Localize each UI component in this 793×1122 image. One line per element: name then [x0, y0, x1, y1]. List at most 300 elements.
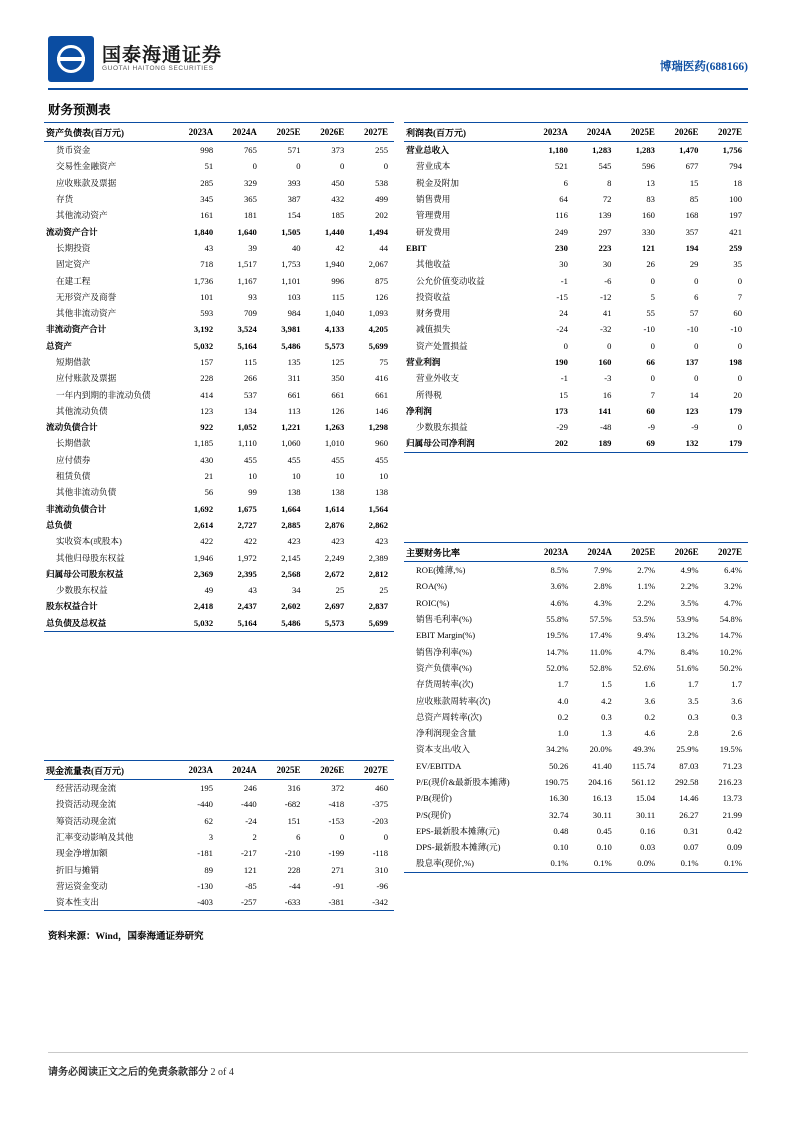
row-value: 0.07 [683, 842, 699, 853]
row-value: 596 [642, 161, 655, 172]
row-value: 1,640 [237, 226, 257, 237]
row-value: 10 [379, 471, 388, 482]
row-value: 0.3 [687, 711, 699, 722]
table-row [44, 501, 394, 517]
row-value: 14 [689, 389, 699, 400]
row-value: 49 [204, 585, 214, 596]
table-row [44, 354, 394, 370]
row-value: 2,418 [193, 601, 214, 612]
row-value: -199 [328, 848, 345, 859]
row-value: 123 [200, 405, 214, 416]
row-label: 总资产 [46, 340, 72, 351]
brand-logo [48, 36, 222, 82]
row-label: 总负债及总权益 [44, 615, 175, 632]
row-label: 总负债 [46, 519, 72, 530]
table-row [44, 549, 394, 565]
row-value: 0.45 [596, 825, 612, 836]
row-value: 121 [642, 242, 655, 253]
row-value: 138 [287, 487, 301, 498]
row-value: 1,263 [324, 422, 345, 433]
table-row [404, 175, 748, 191]
row-value: 8.5% [550, 565, 569, 576]
row-value: 161 [200, 210, 214, 221]
row-label: 短期借款 [56, 357, 91, 367]
row-value: 7 [737, 291, 742, 302]
row-value: 0.1% [661, 855, 704, 872]
table-row [404, 403, 748, 419]
table-header-row [44, 123, 394, 142]
row-value: 189 [574, 435, 618, 452]
row-value: 2,885 [281, 519, 301, 530]
row-value: -9 [691, 422, 699, 433]
row-value: 93 [248, 291, 257, 302]
table-row [404, 595, 748, 611]
row-value: 20.0% [589, 744, 612, 755]
row-label: 税金及附加 [416, 177, 459, 188]
row-value: 0.10 [553, 842, 569, 853]
row-value: 537 [243, 389, 257, 400]
row-value: 121 [243, 864, 257, 875]
row-label: 存货周转率(次) [416, 679, 474, 690]
cash-flow-title: 现金流量表(百万元) [44, 761, 175, 780]
row-value: 204.16 [588, 777, 612, 787]
row-value: 17.4% [589, 630, 612, 641]
row-value: 960 [375, 438, 388, 449]
row-value: 4.6% [550, 597, 569, 608]
row-label: 资产负债率(%) [416, 662, 472, 673]
table-row [44, 386, 394, 402]
row-label: 管理费用 [416, 210, 451, 221]
row-value: 113 [287, 405, 301, 416]
row-value: 13.73 [722, 793, 742, 804]
row-label: 总资产周转率(次) [416, 711, 482, 722]
row-value: 330 [642, 226, 655, 237]
row-value: 661 [287, 389, 301, 400]
row-value: 15 [689, 177, 699, 188]
row-value: 1,221 [281, 422, 301, 433]
row-label: 非流动负债合计 [46, 503, 107, 514]
row-value: 10 [291, 471, 301, 482]
logo-name-cn: 国泰海通证券 [102, 44, 223, 66]
table-row [44, 321, 394, 337]
row-label: 流动负债合计 [46, 422, 98, 433]
row-value: 10.2% [719, 646, 742, 657]
row-label: 销售净利率(%) [416, 646, 472, 657]
table-row [404, 676, 748, 692]
row-value: 1,052 [237, 422, 257, 433]
row-value: 1,505 [281, 226, 301, 237]
table-row [44, 158, 394, 174]
row-value: 718 [200, 259, 214, 270]
table-row [404, 758, 748, 774]
row-value: 1,010 [324, 438, 345, 449]
row-value: 432 [331, 194, 345, 205]
row-value: 126 [331, 405, 345, 416]
row-value: 6 [563, 177, 568, 188]
row-value: 57 [689, 308, 699, 319]
row-value: 1,972 [237, 552, 257, 563]
row-value: 16.13 [592, 793, 612, 804]
key-ratios-table [404, 542, 748, 873]
table-row [44, 338, 394, 354]
row-value: -153 [328, 815, 345, 826]
row-value: 499 [375, 194, 388, 205]
column-header: 2025E [618, 543, 661, 562]
column-header: 2027E [350, 123, 394, 142]
table-row [44, 582, 394, 598]
row-value: 455 [331, 454, 345, 465]
row-value: 4.7% [724, 597, 742, 608]
row-value: 11.0% [589, 646, 612, 657]
row-value: 26.27 [679, 809, 699, 820]
row-value: 30 [559, 259, 568, 270]
row-value: 50.2% [719, 662, 742, 673]
table-row [44, 861, 394, 877]
row-value: 29 [689, 259, 699, 270]
row-value: 10 [335, 471, 345, 482]
row-value: 5,032 [193, 340, 214, 351]
row-value: 49.3% [633, 744, 656, 755]
column-header: 2026E [306, 761, 350, 780]
row-label: 其他流动资产 [56, 210, 108, 221]
row-value: 593 [200, 308, 214, 319]
row-value: 329 [243, 177, 257, 188]
row-value: 14.7% [719, 630, 742, 641]
row-value: 311 [287, 373, 301, 384]
row-value: 51.6% [676, 662, 699, 673]
row-value: 2,568 [281, 568, 301, 579]
row-value: 138 [331, 487, 345, 498]
row-value: 35 [733, 259, 742, 270]
row-label: 交易性金融资产 [56, 161, 117, 172]
row-value: 271 [331, 864, 345, 875]
row-value: 89 [204, 864, 213, 875]
column-header: 2025E [617, 123, 661, 142]
row-label: 其他流动负债 [56, 405, 108, 416]
row-label: 净利润 [406, 405, 432, 416]
row-value: -403 [175, 894, 219, 911]
row-value: 5,699 [350, 615, 394, 632]
row-value: 138 [375, 487, 388, 498]
row-value: 3.5% [680, 597, 699, 608]
row-value: 677 [685, 161, 699, 172]
row-value: 1,185 [193, 438, 214, 449]
row-value: 223 [598, 242, 612, 253]
table-row [44, 484, 394, 500]
row-value: -48 [599, 422, 612, 433]
row-value: 52.0% [546, 662, 569, 673]
row-label: ROA(%) [416, 581, 448, 592]
row-value: 709 [243, 308, 257, 319]
table-row [404, 386, 748, 402]
row-value: -418 [328, 799, 345, 810]
row-label: 其他非流动负债 [56, 487, 117, 498]
row-value: 0 [383, 832, 388, 843]
logo-name-en: GUOTAI HAITONG SECURITIES [102, 64, 214, 72]
table-row [44, 533, 394, 549]
row-value: 387 [287, 194, 301, 205]
row-value: 0.10 [596, 842, 612, 853]
table-row [404, 435, 748, 452]
row-value: 0 [737, 275, 742, 286]
row-value: 357 [685, 226, 699, 237]
row-value: 1.3 [601, 728, 612, 739]
row-value: 185 [331, 210, 345, 221]
table-row [404, 774, 748, 790]
row-value: 4.2 [601, 695, 612, 706]
row-value: 423 [331, 536, 345, 547]
row-value: 24 [559, 308, 568, 319]
row-value: 134 [243, 405, 257, 416]
row-label: 现金净增加额 [56, 848, 108, 859]
table-row [404, 692, 748, 708]
row-label: ROE(摊薄,%) [416, 565, 466, 576]
row-label: 应收账款及票据 [56, 177, 117, 188]
row-value: 50.26 [549, 760, 569, 771]
row-value: 2,389 [368, 552, 388, 563]
row-value: 875 [375, 275, 388, 286]
logo-icon [48, 36, 94, 82]
row-value: 100 [729, 194, 742, 205]
row-value: 455 [243, 454, 257, 465]
row-value: 137 [685, 357, 699, 367]
row-value: 0.3 [731, 711, 742, 722]
row-label: 归属母公司净利润 [404, 435, 530, 452]
row-label: 投资活动现金流 [56, 799, 117, 810]
table-row [404, 562, 748, 579]
table-row [404, 790, 748, 806]
row-value: 60 [646, 405, 655, 416]
row-label: 销售毛利率(%) [416, 614, 472, 625]
row-value: 5,032 [175, 615, 219, 632]
row-value: 62 [204, 815, 213, 826]
row-value: 0.2 [557, 711, 569, 722]
row-value: 0 [694, 373, 699, 384]
row-value: 116 [555, 210, 568, 221]
row-value: -217 [240, 848, 257, 859]
row-value: 5,699 [368, 340, 388, 351]
row-value: 765 [243, 145, 257, 156]
row-label: ROIC(%) [416, 597, 450, 608]
row-value: -342 [350, 894, 394, 911]
column-header: 2024A [219, 761, 263, 780]
table-header-row [404, 123, 748, 142]
row-value: 0 [252, 161, 257, 172]
row-value: 0 [383, 161, 388, 172]
column-header: 2023A [175, 123, 219, 142]
row-label: EV/EBITDA [416, 760, 462, 771]
row-value: -1 [560, 275, 568, 286]
table-row [404, 839, 748, 855]
row-value: 538 [375, 177, 388, 188]
row-value: 0.0% [618, 855, 661, 872]
row-value: 2,602 [281, 601, 301, 612]
row-value: -1 [560, 373, 568, 384]
table-row [404, 660, 748, 676]
row-value: 1,110 [237, 438, 257, 449]
row-value: 40 [291, 242, 301, 253]
row-value: 123 [685, 405, 699, 416]
page-number: 2 of 4 [210, 1067, 234, 1078]
row-label: 非流动资产合计 [46, 324, 107, 335]
row-value: 6 [694, 291, 699, 302]
row-label: 长期借款 [56, 438, 91, 449]
row-value: 2,067 [368, 259, 388, 270]
row-value: 71.23 [722, 760, 742, 771]
row-value: -381 [306, 894, 350, 911]
row-value: 0 [694, 275, 699, 286]
row-value: -96 [376, 880, 388, 891]
row-value: 173 [555, 405, 568, 416]
row-value: -24 [556, 324, 568, 335]
row-value: 998 [200, 145, 214, 156]
row-value: 0.31 [683, 825, 699, 836]
row-value: 43 [248, 585, 257, 596]
row-value: 310 [375, 864, 388, 875]
row-label: 营业总收入 [406, 145, 449, 156]
table-row [404, 578, 748, 594]
table-row [404, 855, 748, 872]
row-label: P/E(现价&最新股本摊薄) [416, 777, 510, 787]
row-value: 1,180 [548, 145, 568, 156]
row-value: 423 [287, 536, 301, 547]
row-label: 筹资活动现金流 [56, 815, 117, 826]
row-value: 190.75 [544, 777, 569, 787]
row-value: 2,837 [368, 601, 388, 612]
row-value: 1,564 [368, 503, 388, 514]
table-row [44, 829, 394, 845]
row-value: 2,672 [324, 568, 345, 579]
row-label: EBIT [406, 242, 427, 253]
row-value: 2.7% [637, 565, 656, 576]
row-value: 64 [559, 194, 568, 205]
row-value: -682 [284, 799, 301, 810]
row-value: 5,573 [324, 340, 345, 351]
table-row [44, 615, 394, 632]
row-value: 1,298 [368, 422, 388, 433]
row-value: 56 [204, 487, 214, 498]
row-value: 41 [602, 308, 612, 319]
page-footer [48, 1063, 234, 1078]
row-value: 1,470 [679, 145, 699, 156]
row-value: 30.11 [592, 809, 612, 820]
table-row [44, 289, 394, 305]
row-value: 3 [208, 832, 213, 843]
row-value: 984 [287, 308, 301, 319]
table-row [44, 796, 394, 812]
row-label: EBIT Margin(%) [416, 630, 476, 641]
row-value: 0.3 [601, 711, 612, 722]
row-value: 422 [200, 536, 214, 547]
table-row [44, 452, 394, 468]
row-value: 423 [375, 536, 388, 547]
row-value: -15 [556, 291, 568, 302]
row-value: 0 [296, 161, 301, 172]
column-header: 2025E [263, 761, 307, 780]
row-label: 其他非流动资产 [56, 308, 117, 319]
row-value: 5,486 [281, 340, 301, 351]
row-value: 54.8% [719, 614, 742, 625]
row-value: 1.6 [644, 679, 656, 690]
row-value: -130 [197, 880, 213, 891]
row-value: 1,753 [281, 259, 301, 270]
row-value: 1,946 [193, 552, 214, 563]
row-value: 350 [331, 373, 345, 384]
row-value: 0.42 [726, 825, 742, 836]
table-header-row [404, 543, 748, 562]
row-value: 4.6 [644, 728, 656, 739]
row-value: 14.46 [679, 793, 699, 804]
row-value: 1,283 [592, 145, 612, 156]
row-value: 1.7 [557, 679, 569, 690]
column-header: 2026E [661, 123, 705, 142]
row-value: 0 [650, 275, 655, 286]
row-value: 216.23 [718, 777, 742, 787]
row-value: 455 [287, 454, 301, 465]
row-value: 521 [555, 161, 568, 172]
row-value: 0.16 [640, 825, 656, 836]
row-value: 2,437 [237, 601, 257, 612]
row-label: 折旧与摊销 [56, 864, 99, 875]
row-label: 股息率(现价,%) [404, 855, 531, 872]
row-value: 571 [287, 145, 301, 156]
table-row [404, 240, 748, 256]
row-value: 416 [375, 373, 388, 384]
table-row [44, 256, 394, 272]
row-value: 1,101 [281, 275, 301, 286]
row-value: 66 [646, 357, 655, 367]
row-value: 19.5% [546, 630, 569, 641]
row-value: -257 [219, 894, 263, 911]
row-value: 198 [729, 357, 742, 367]
row-value: 115.74 [631, 760, 656, 771]
row-value: 52.8% [589, 662, 612, 673]
row-value: 1,840 [193, 226, 214, 237]
row-value: 103 [287, 291, 301, 302]
column-header: 2027E [350, 761, 394, 780]
row-value: 21 [204, 471, 214, 482]
row-value: 292.58 [674, 777, 699, 787]
column-header: 2025E [263, 123, 307, 142]
table-row [44, 598, 394, 614]
row-value: 0 [650, 373, 655, 384]
row-value: 1,940 [324, 259, 345, 270]
table-row [44, 845, 394, 861]
row-value: 2,614 [193, 519, 214, 530]
row-value: 6 [296, 832, 301, 843]
table-row [44, 272, 394, 288]
row-value: 1,093 [368, 308, 388, 319]
row-value: 146 [375, 405, 388, 416]
row-label: 净利润现金含量 [416, 728, 477, 739]
row-value: 195 [200, 783, 213, 794]
table-row [44, 894, 394, 911]
row-label: 实收资本(或股本) [56, 536, 122, 547]
row-label: 固定资产 [56, 259, 91, 270]
row-label: P/S(现价) [416, 809, 451, 820]
table-row [404, 142, 748, 159]
row-value: 190 [555, 357, 568, 367]
row-value: 3,524 [237, 324, 257, 335]
row-value: 5,486 [263, 615, 307, 632]
row-value: 2,249 [324, 552, 345, 563]
row-value: -32 [599, 324, 612, 335]
row-value: -29 [556, 422, 568, 433]
row-value: -181 [197, 848, 213, 859]
row-value: 1.5 [601, 679, 612, 690]
row-value: -633 [263, 894, 307, 911]
row-value: 135 [287, 357, 301, 367]
